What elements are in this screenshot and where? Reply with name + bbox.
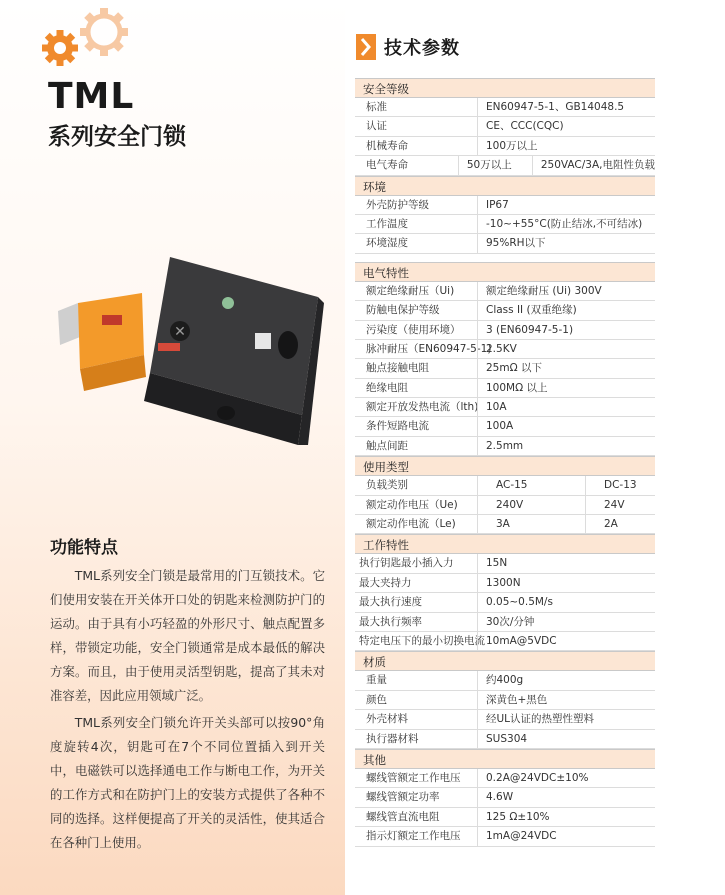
table-row xyxy=(355,417,655,436)
row-value: 100A xyxy=(477,417,655,435)
row-value: 经UL认证的热塑性塑料 xyxy=(477,710,655,728)
row-key: 脉冲耐压（EN60947-5-1) xyxy=(366,342,492,355)
row-key: 机械寿命 xyxy=(366,139,408,152)
row-value: SUS304 xyxy=(477,730,655,748)
table-row xyxy=(355,321,655,340)
table-row xyxy=(355,554,655,573)
row-key: 额定动作电压（Ue) xyxy=(366,498,458,511)
chevron-right-icon xyxy=(356,34,376,60)
row-key: 环境湿度 xyxy=(366,237,408,250)
row-value: 10A xyxy=(477,398,655,416)
row-key: 最大执行频率 xyxy=(359,615,422,628)
row-key: 重量 xyxy=(366,674,387,687)
row-value: 深黄色+黑色 xyxy=(477,691,655,709)
table-row xyxy=(355,593,655,612)
row-key: 最大夹持力 xyxy=(359,576,412,589)
table-row xyxy=(355,515,655,534)
row-value: 50万以上 xyxy=(458,156,532,174)
row-key: 颜色 xyxy=(366,693,387,706)
table-row xyxy=(355,379,655,398)
row-key: 最大执行速度 xyxy=(359,596,422,609)
row-key: 污染度（使用环境） xyxy=(366,323,461,336)
product-model-title: TML xyxy=(48,76,135,117)
row-key: 电气寿命 xyxy=(366,159,408,172)
row-value: 100MΩ 以上 xyxy=(477,379,655,397)
table-row xyxy=(355,98,655,117)
row-value: Class II (双重绝缘) xyxy=(477,301,655,319)
table-row xyxy=(355,671,655,690)
row-value: 95%RH以下 xyxy=(477,234,655,252)
row-key: 额定绝缘耐压（Ui) xyxy=(366,284,455,297)
row-value: IP67 xyxy=(477,196,655,214)
table-row xyxy=(355,496,655,515)
row-value: -10~+55°C(防止结冰,不可结冰) xyxy=(477,215,655,233)
table-row xyxy=(355,156,655,175)
spec-table xyxy=(355,78,655,847)
row-value: 125 Ω±10% xyxy=(477,808,655,826)
row-value: 10mA@5VDC xyxy=(477,632,655,650)
table-row xyxy=(355,359,655,378)
row-key: 工作温度 xyxy=(366,217,408,230)
row-value: CE、CCC(CQC) xyxy=(477,117,655,135)
row-value: AC-15 xyxy=(477,476,585,494)
row-key: 条件短路电流 xyxy=(366,420,429,433)
row-key: 防触电保护等级 xyxy=(366,304,440,317)
table-row xyxy=(355,137,655,156)
row-key: 绝缘电阻 xyxy=(366,381,408,394)
spec-header xyxy=(356,33,460,61)
table-row xyxy=(355,788,655,807)
row-value: 3 (EN60947-5-1) xyxy=(477,321,655,339)
row-key: 外壳材料 xyxy=(366,713,408,726)
table-row xyxy=(355,234,655,253)
row-value: 3A xyxy=(477,515,585,533)
table-row xyxy=(355,632,655,651)
row-key: 触点间距 xyxy=(366,439,408,452)
section-header-material: 材质 xyxy=(355,651,655,671)
section-header-environment: 环境 xyxy=(355,176,655,196)
section-header-other: 其他 xyxy=(355,749,655,769)
row-value: 额定绝缘耐压 (Ui) 300V xyxy=(477,282,655,300)
row-key: 认证 xyxy=(366,120,387,133)
row-value: 250VAC/3A,电阻性负载 xyxy=(532,156,655,174)
section-header-safety: 安全等级 xyxy=(355,78,655,98)
row-value: 0.05~0.5M/s xyxy=(477,593,655,611)
table-row xyxy=(355,437,655,456)
row-value: EN60947-5-1、GB14048.5 xyxy=(477,98,655,116)
row-key: 螺线管额定工作电压 xyxy=(366,771,461,784)
row-value: 15N xyxy=(477,554,655,572)
table-row xyxy=(355,340,655,359)
table-row xyxy=(355,196,655,215)
row-value: 240V xyxy=(477,496,585,514)
row-value: 1300N xyxy=(477,574,655,592)
row-value: 100万以上 xyxy=(477,137,655,155)
row-key: 负载类别 xyxy=(366,479,408,492)
row-key: 特定电压下的最小切换电流 xyxy=(359,634,485,647)
table-row xyxy=(355,117,655,136)
row-value: 25mΩ 以下 xyxy=(477,359,655,377)
section-header-electrical: 电气特性 xyxy=(355,262,655,282)
gears-icon xyxy=(42,8,134,70)
row-value: 4.6W xyxy=(477,788,655,806)
row-value: 2.5mm xyxy=(477,437,655,455)
row-key: 指示灯额定工作电压 xyxy=(366,830,461,843)
table-row xyxy=(355,282,655,301)
features-body xyxy=(50,564,325,855)
row-value: DC-13 xyxy=(585,476,655,494)
section-header-usage: 使用类型 xyxy=(355,456,655,476)
table-row xyxy=(355,730,655,749)
table-row xyxy=(355,215,655,234)
table-row xyxy=(355,574,655,593)
features-paragraph: TML系列安全门锁是最常用的门互锁技术。它们使用安装在开关体开口处的钥匙来检测防护门的运动。由于具有小巧轻盈的外形尺寸、触点配置多样，带锁定功能，安全门锁通常是成本最低的解决方案。而且，由于使用灵活型钥匙，提高了其未对准容差，因此应用领域广泛。 xyxy=(50,568,325,703)
row-value: 1mA@24VDC xyxy=(477,827,655,845)
row-value: 30次/分钟 xyxy=(477,613,655,631)
table-row xyxy=(355,710,655,729)
row-key: 螺线管直流电阻 xyxy=(366,810,440,823)
row-value: 2.5KV xyxy=(477,340,655,358)
row-value: 约400g xyxy=(477,671,655,689)
row-key: 执行器材料 xyxy=(366,732,419,745)
table-row xyxy=(355,476,655,495)
table-row xyxy=(355,769,655,788)
table-row xyxy=(355,827,655,846)
row-value: 0.2A@24VDC±10% xyxy=(477,769,655,787)
features-paragraph: TML系列安全门锁允许开关头部可以按90°角度旋转4次，钥匙可在7个不同位置插入到开关中，电磁铁可以选择通电工作与断电工作，为开关的工作方式和在防护门上的安装方式提供了各种不同的选择。这样便提高了开关的灵活性，使其适合在各种门上使用。 xyxy=(50,715,325,850)
svg-text:✕: ✕ xyxy=(174,324,186,340)
table-row xyxy=(355,808,655,827)
row-key: 螺线管额定功率 xyxy=(366,791,440,804)
row-key: 执行钥匙最小插入力 xyxy=(359,557,454,570)
table-row xyxy=(355,613,655,632)
table-row xyxy=(355,301,655,320)
row-key: 外壳防护等级 xyxy=(366,198,429,211)
features-heading: 功能特点 xyxy=(50,538,118,558)
row-key: 额定动作电流（Le) xyxy=(366,518,456,531)
table-row xyxy=(355,398,655,417)
row-key: 触点接触电阻 xyxy=(366,362,429,375)
row-value: 2A xyxy=(585,515,655,533)
safety-door-lock-image xyxy=(40,245,340,455)
product-subtitle: 系列安全门锁 xyxy=(48,124,186,150)
row-key: 额定开放发热电流（lth) xyxy=(366,401,479,414)
section-header-operation: 工作特性 xyxy=(355,534,655,554)
spec-title: 技术参数 xyxy=(384,38,460,59)
row-value: 24V xyxy=(585,496,655,514)
table-row xyxy=(355,691,655,710)
row-key: 标准 xyxy=(366,101,387,113)
